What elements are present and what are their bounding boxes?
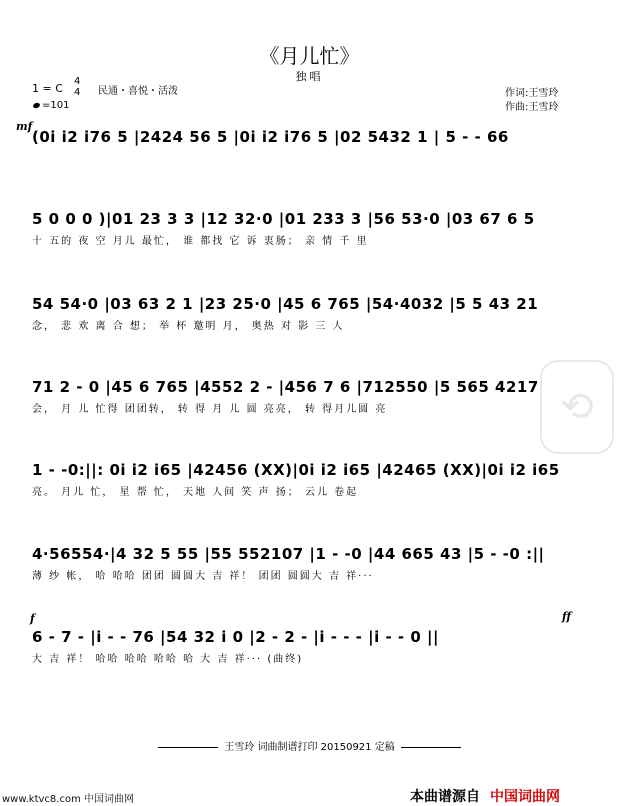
score-row-1	[24, 128, 604, 198]
score-row-5	[24, 461, 604, 531]
tempo-marking	[33, 100, 69, 111]
notation-line: 1 - -0:||: 0i i2 i65 |42456 (XX)|0i i2 i65 |42465 (XX)|0i i2 i65	[32, 461, 560, 479]
notation-line: 4·56554·|4 32 5 55 |55 552107 |1 - -0 |44 665 43 |5 - -0 :||	[32, 545, 545, 563]
time-signature	[74, 76, 80, 98]
score-row-4	[24, 378, 604, 448]
divider	[401, 747, 461, 748]
score-row-7	[24, 628, 604, 698]
composer-credit: 作曲:王雪玲	[505, 102, 559, 113]
notation-line: 71 2 - 0 |45 6 765 |4552 2 - |456 7 6 |712550 |5 565 4217	[32, 378, 539, 396]
watermark-left: www.ktvc8.com 中国词曲网	[2, 794, 135, 805]
time-numerator: 4	[74, 76, 81, 87]
watermark-logo-icon: ⟲	[540, 360, 614, 454]
footer-text: 王雪玲 词曲制谱打印 20150921 定稿	[224, 742, 395, 753]
notation-line: 54 54·0 |03 63 2 1 |23 25·0 |45 6 765 |54·4032 |5 5 43 21	[32, 295, 539, 313]
lyrics-line: 会， 月 儿 忙得 团团转， 转 得 月 儿 圆 亮亮， 转 得月儿圆 亮	[32, 404, 388, 415]
divider	[158, 747, 218, 748]
dynamic-f: f	[30, 612, 35, 625]
watermark-source-label: 本曲谱源自	[410, 789, 480, 805]
lyrics-line: 念， 悲 欢 离 合 想； 举 杯 邀明 月， 奥热 对 影 三 人	[32, 321, 345, 332]
lyrics-line: 薄 纱 帐， 哈 哈哈 团团 圆圆大 吉 祥！ 团团 圆圆大 吉 祥···	[32, 571, 374, 582]
style-marking: 民通・喜悦・活泼	[98, 86, 178, 97]
score-row-3	[24, 295, 604, 365]
lyrics-line: 亮。 月儿 忙， 星 帮 忙， 天地 人间 笑 声 扬； 云儿 卷起	[32, 487, 359, 498]
notation-line: 6 - 7 - |i - - 76 |54 32 i 0 |2 - 2 - |i - - - |i - - 0 ||	[32, 628, 439, 646]
time-denominator: 4	[74, 87, 81, 98]
quarter-note-icon	[32, 102, 40, 109]
tempo-value: =101	[42, 100, 70, 111]
notation-line: 5 0 0 0 )|01 23 3 3 |12 32·0 |01 233 3 |56 53·0 |03 67 6 5	[32, 210, 535, 228]
key-signature: 1 = C	[32, 82, 63, 95]
lyricist-credit: 作词:王雪玲	[505, 88, 559, 99]
score-row-2	[24, 210, 604, 280]
dynamic-mf: mf	[16, 120, 33, 133]
lyrics-line: 大 吉 祥！ 哈哈 哈哈 哈哈 哈 大 吉 祥··· (曲终)	[32, 654, 304, 665]
footer-note	[0, 738, 619, 753]
score-row-6	[24, 545, 604, 615]
song-title: 《月儿忙》	[259, 44, 360, 68]
watermark-right	[410, 786, 560, 806]
performance-type: 独唱	[295, 70, 324, 83]
dynamic-ff: ff	[562, 610, 572, 623]
watermark-site-name: 中国词曲网	[490, 789, 560, 805]
notation-line: (0i i2 i76 5 |2424 56 5 |0i i2 i76 5 |02 5432 1 | 5 - - 66	[32, 128, 509, 146]
lyrics-line: 十 五的 夜 空 月儿 最忙， 谁 都找 它 诉 衷肠； 亲 情 千 里	[32, 236, 369, 247]
